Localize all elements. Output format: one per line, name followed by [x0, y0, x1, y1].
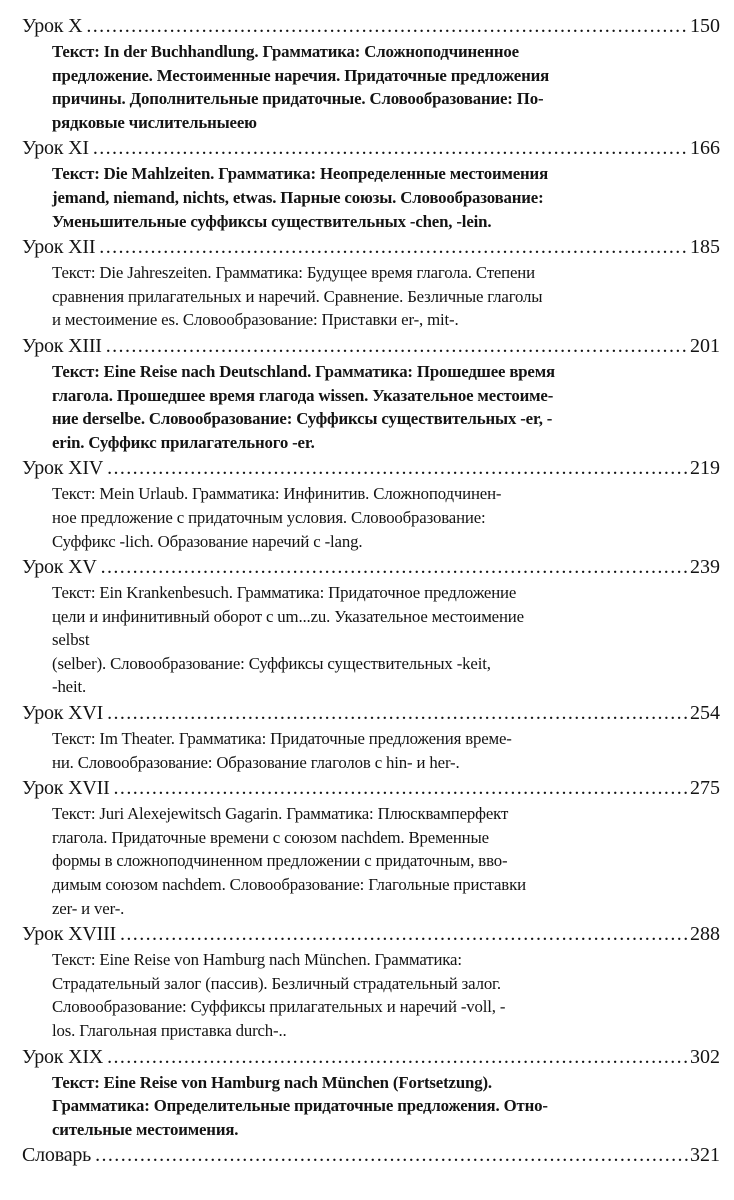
description-line: Текст: Eine Reise von Hamburg nach München. Грамматика:: [52, 950, 462, 970]
page-number: 150: [690, 15, 720, 37]
toc-entry-lesson-15: [22, 553, 720, 699]
lesson-title: Урок XIX: [22, 1045, 104, 1068]
description-line: глагола. Придаточные времени с союзом nachdem. Временные: [52, 827, 489, 847]
lesson-description: [52, 727, 720, 774]
description-line: глагола. Прошедшее время глагода wissen. Указательное местоиме-: [52, 385, 554, 405]
description-line: предложение. Местоименные наречия. Придаточные предложения: [52, 65, 550, 85]
toc-heading-line: [22, 454, 720, 482]
lesson-description: [52, 482, 720, 553]
dot-leader: [120, 920, 689, 948]
page-number: 288: [690, 923, 720, 946]
lesson-description: [52, 261, 720, 332]
lesson-title: Урок XIV: [22, 457, 104, 480]
description-line: Суффикс -lich. Образование наречий с -lang.: [52, 531, 363, 551]
toc-entry-dictionary: [22, 1141, 720, 1169]
toc-heading-line: [22, 332, 720, 360]
toc-heading-line: [22, 699, 720, 727]
toc-entry-lesson-18: [22, 920, 720, 1042]
description-line: Текст: Eine Reise von Hamburg nach München (Fortsetzung).: [52, 1072, 492, 1092]
lesson-description: [52, 40, 720, 134]
page-number: 166: [690, 137, 720, 160]
description-line: и местоимение es. Словообразование: Приставки er-, mit-.: [52, 310, 459, 330]
description-line: Текст: Mein Urlaub. Грамматика: Инфинитив. Сложноподчинен-: [52, 484, 502, 504]
lesson-title: Урок XVIII: [22, 923, 116, 946]
description-line: ние derselbe. Словообразование: Суффиксы существительных -er, -: [52, 409, 553, 429]
toc-heading-line: [22, 1141, 720, 1169]
toc-heading-line: [22, 920, 720, 948]
dot-leader: [107, 1043, 689, 1071]
page-number: 254: [690, 702, 720, 725]
description-line: Текст: Die Mahlzeiten. Грамматика: Неопределенные местоимения: [52, 164, 549, 184]
lesson-description: [52, 360, 720, 454]
toc-heading-line: [22, 553, 720, 581]
description-line: димым союзом nachdem. Словообразование: Глагольные приставки: [52, 875, 526, 895]
description-line: erin. Суффикс прилагательного -er.: [52, 432, 315, 452]
toc-entry-lesson-17: [22, 774, 720, 920]
toc-entry-lesson-11: [22, 134, 720, 233]
lesson-title: Урок XV: [22, 556, 97, 579]
description-line: Текст: Die Jahreszeiten. Грамматика: Будущее время глагола. Степени: [52, 263, 535, 283]
page-number: 239: [690, 556, 720, 579]
description-line: los. Глагольная приставка durch-..: [52, 1021, 287, 1040]
description-line: сительные местоимения.: [52, 1119, 239, 1139]
description-line: Текст: In der Buchhandlung. Грамматика: Сложноподчиненное: [52, 42, 519, 61]
description-line: Грамматика: Определительные придаточные предложения. Отно-: [52, 1096, 548, 1116]
description-line: сравнения прилагательных и наречий. Сравнение. Безличные глаголы: [52, 286, 543, 306]
description-line: -heit.: [52, 677, 87, 697]
description-line: zer- и ver-.: [52, 898, 125, 918]
lesson-description: [52, 162, 720, 233]
toc-entry-lesson-14: [22, 454, 720, 553]
description-line: selbst: [52, 630, 90, 650]
lesson-title: Урок XI: [22, 137, 89, 160]
description-line: jemand, niemand, nichts, etwas. Парные союзы. Словообразование:: [52, 187, 544, 207]
dot-leader: [99, 233, 689, 261]
page-number: 201: [690, 334, 720, 357]
toc-entry-lesson-13: [22, 332, 720, 454]
dot-leader: [95, 1141, 689, 1169]
toc-heading-line: [22, 774, 720, 802]
lesson-title: Урок XII: [22, 236, 96, 259]
dot-leader: [106, 332, 689, 360]
dot-leader: [86, 12, 689, 40]
dot-leader: [93, 134, 689, 162]
description-line: ни. Словообразование: Образование глаголов с hin- и her-.: [52, 752, 460, 772]
dot-leader: [107, 454, 689, 482]
lesson-description: [52, 948, 720, 1042]
description-line: (selber). Словообразование: Суффиксы существительных -keit,: [52, 653, 491, 673]
description-line: Текст: Ein Krankenbesuch. Грамматика: Придаточное предложение: [52, 583, 517, 603]
lesson-description: [52, 581, 720, 699]
lesson-title: Урок XVII: [22, 777, 110, 800]
toc-entry-lesson-16: [22, 699, 720, 774]
page-number: 185: [690, 236, 720, 259]
toc-heading-line: [22, 233, 720, 261]
description-line: причины. Дополнительные придаточные. Словообразование: По-: [52, 89, 544, 109]
lesson-description: [52, 802, 720, 920]
description-line: Текст: Eine Reise nach Deutschland. Грамматика: Прошедшее время: [52, 361, 555, 381]
description-line: Словообразование: Суффиксы прилагательных и наречий -voll, -: [52, 997, 506, 1017]
page-number: 321: [690, 1144, 720, 1167]
description-line: ное предложение с придаточным условия. Словообразование:: [52, 507, 486, 527]
dot-leader: [101, 553, 689, 581]
dot-leader: [114, 774, 689, 802]
dot-leader: [107, 699, 689, 727]
description-line: Текст: Im Theater. Грамматика: Придаточные предложения време-: [52, 729, 512, 749]
lesson-description: [52, 1071, 720, 1142]
toc-heading-line: [22, 1043, 720, 1071]
toc-entry-lesson-10: [22, 12, 720, 134]
toc-entry-lesson-12: [22, 233, 720, 332]
page-number: 219: [690, 457, 720, 480]
description-line: формы в сложноподчиненном предложении с придаточным, вво-: [52, 851, 508, 871]
toc-heading-line: [22, 134, 720, 162]
toc-heading-line: [22, 12, 720, 40]
description-line: Страдательный залог (пассив). Безличный страдательный залог.: [52, 973, 501, 993]
page-number: 275: [690, 777, 720, 800]
lesson-title: Урок X: [22, 15, 83, 37]
dictionary-title: Словарь: [22, 1144, 92, 1167]
description-line: Текст: Juri Alexejewitsch Gagarin. Грамматика: Плюсквамперфект: [52, 804, 509, 824]
description-line: Уменьшительные суффиксы существительных -chen, -lein.: [52, 211, 492, 231]
description-line: рядковые числительныеею: [52, 112, 257, 132]
lesson-title: Урок XVI: [22, 702, 104, 725]
lesson-title: Урок XIII: [22, 334, 102, 357]
toc-entry-lesson-19: [22, 1043, 720, 1142]
page-number: 302: [690, 1045, 720, 1068]
description-line: цели и инфинитивный оборот с um...zu. Указательное местоимение: [52, 606, 524, 626]
